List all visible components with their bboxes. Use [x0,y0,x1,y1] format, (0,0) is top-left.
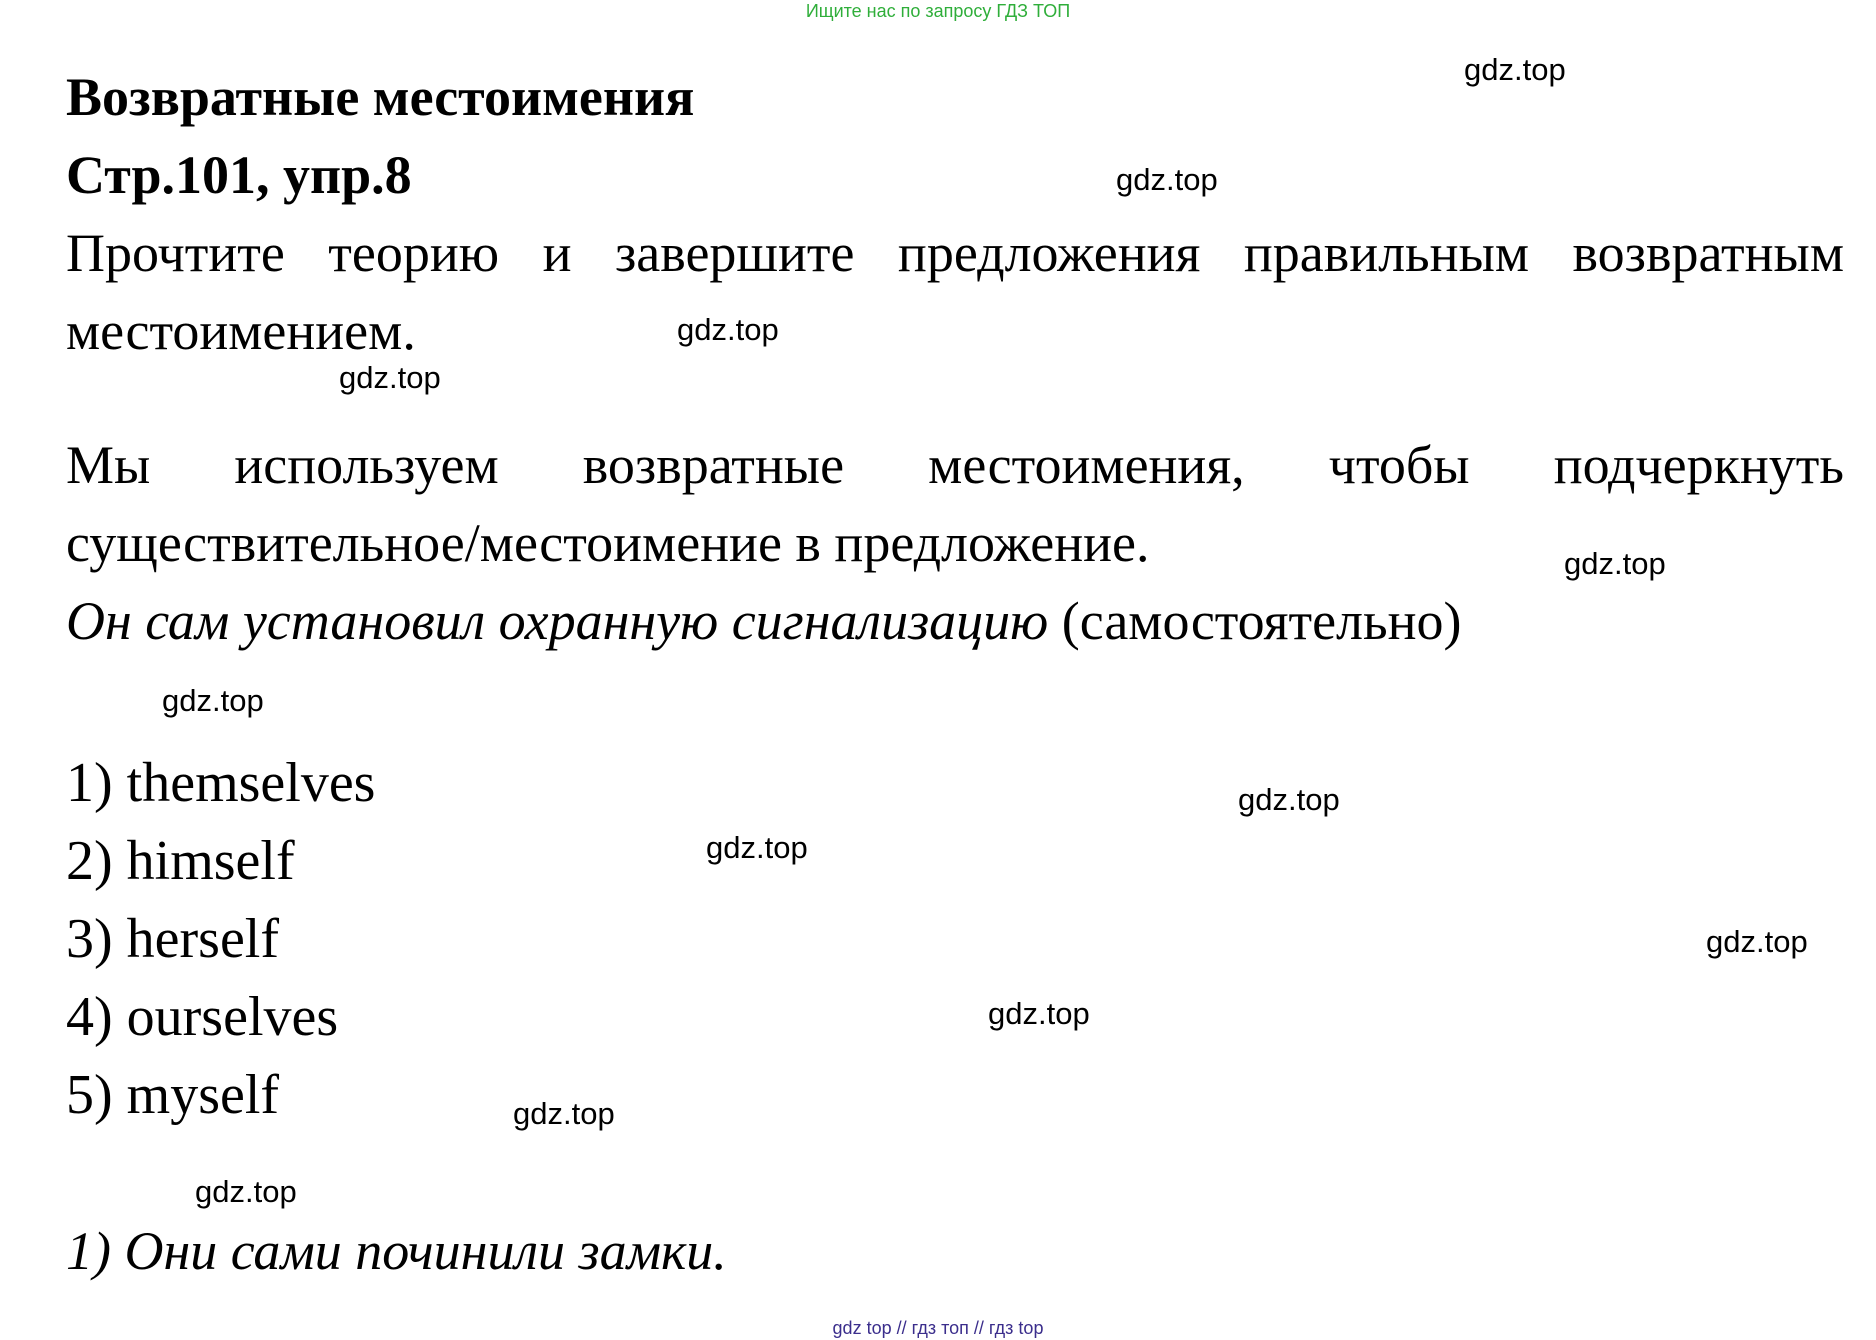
watermark: gdz.top [1706,924,1808,959]
exercise-reference: Стр.101, упр.8 [66,145,412,205]
translation-line: 1) Они сами починили замки. [66,1221,727,1281]
answer-item: 3) herself [66,908,280,970]
top-banner: Ищите нас по запросу ГДЗ ТОП [805,1,1071,21]
watermark: gdz.top [1564,546,1666,581]
example-note: (самостоятельно) [1061,591,1462,651]
task-instruction: Прочтите теорию и завершите предложения правильным возвратным местоимением. [66,223,1844,361]
answer-list [66,744,1844,1134]
answer-item: 4) ourselves [66,986,339,1048]
example-sentence: Он сам установил охранную сигнализацию [66,591,1049,651]
answer-item: 1) themselves [66,752,376,814]
watermark: gdz.top [1464,52,1566,87]
watermark: gdz.top [195,1174,297,1209]
spacer [66,660,1844,744]
footer-links: gdz top // гдз топ // гдз top [832,1318,1044,1338]
watermark: gdz.top [339,360,441,395]
spacer [66,1134,1844,1212]
watermark: gdz.top [1116,162,1218,197]
watermark: gdz.top [677,312,779,347]
theory-text: Мы используем возвратные местоимения, чтобы подчеркнуть существительное/местоимение в предложение. [66,435,1844,573]
document-content [66,58,1844,1290]
theory-example [66,582,1844,660]
watermark: gdz.top [988,996,1090,1031]
answer-item: 2) himself [66,830,295,892]
topic-title: Возвратные местоимения [66,67,695,127]
watermark: gdz.top [513,1096,615,1131]
watermark: gdz.top [1238,782,1340,817]
spacer [66,370,1844,426]
answer-item: 5) myself [66,1064,280,1126]
watermark: gdz.top [706,830,808,865]
watermark: gdz.top [162,683,264,718]
